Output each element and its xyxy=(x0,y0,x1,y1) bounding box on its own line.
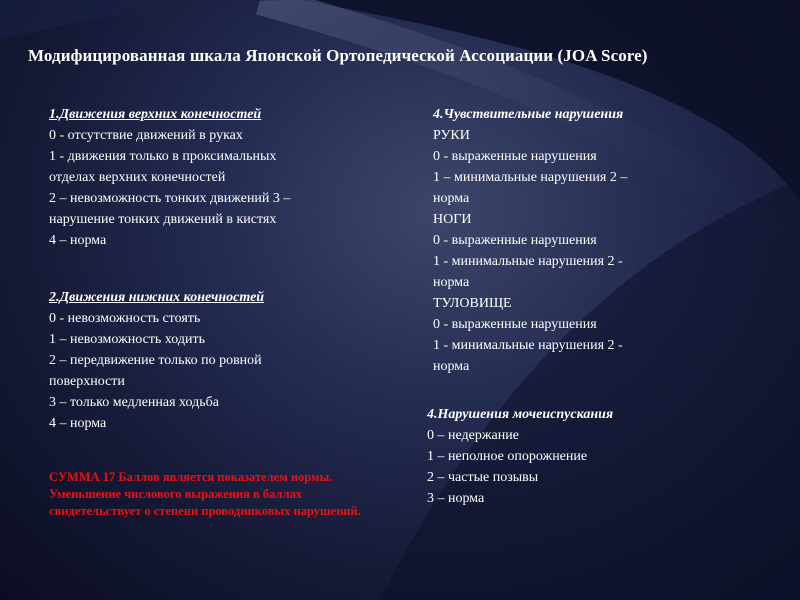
list-item: 0 - выраженные нарушения xyxy=(433,317,597,332)
upper-limbs-section xyxy=(49,104,379,251)
list-item: РУКИ xyxy=(433,128,470,143)
lower-limbs-heading: 2.Движения нижних конечностей xyxy=(49,290,265,305)
urination-heading: 4.Нарушения мочеиспускания xyxy=(427,407,614,422)
sensory-heading: 4.Чувствительные нарушения xyxy=(433,107,624,122)
list-item: 1 - минимальные нарушения 2 - xyxy=(433,338,623,353)
list-item: норма xyxy=(433,359,470,374)
list-item: НОГИ xyxy=(433,212,472,227)
upper-limbs-heading: 1.Движения верхних конечностей xyxy=(49,107,262,122)
list-item: 0 - отсутствие движений в руках xyxy=(49,128,243,143)
list-item: 0 - невозможность стоять xyxy=(49,311,201,326)
list-item: 0 - выраженные нарушения xyxy=(433,233,597,248)
list-item: 0 – недержание xyxy=(427,428,519,443)
list-item: 1 – невозможность ходить xyxy=(49,332,205,347)
summary-line: выражения в баллах свидетельствует о xyxy=(49,487,303,518)
list-item: норма xyxy=(433,191,470,206)
summary-line: нормы. Уменьшение числового xyxy=(49,470,333,501)
list-item: 2 – невозможность тонких движений 3 – xyxy=(49,191,291,206)
slide-title: Модифицированная шкала Японской Ортопедической Ассоциации (JOA Score) xyxy=(28,46,648,65)
list-item: 4 – норма xyxy=(49,233,107,248)
list-item: 1 – неполное опорожнение xyxy=(427,449,588,464)
urination-section xyxy=(427,404,697,509)
list-item: 0 - выраженные нарушения xyxy=(433,149,597,164)
list-item: отделах верхних конечностей xyxy=(49,170,226,185)
summary-line: СУММА 17 Баллов является показателем xyxy=(49,470,288,484)
lower-limbs-section xyxy=(49,287,379,434)
list-item: 2 – частые позывы xyxy=(427,470,539,485)
sensory-section xyxy=(433,104,693,377)
list-item: 2 – передвижение только по ровной xyxy=(49,353,262,368)
list-item: нарушение тонких движений в кистях xyxy=(49,212,277,227)
list-item: 4 – норма xyxy=(49,416,107,431)
list-item: норма xyxy=(433,275,470,290)
list-item: 3 – норма xyxy=(427,491,485,506)
list-item: 1 - минимальные нарушения 2 - xyxy=(433,254,623,269)
list-item: 3 – только медленная ходьба xyxy=(49,395,219,410)
summary-note xyxy=(49,469,379,520)
list-item: поверхности xyxy=(49,374,125,389)
list-item: 1 - движения только в проксимальных xyxy=(49,149,277,164)
list-item: ТУЛОВИЩЕ xyxy=(433,296,512,311)
list-item: 1 – минимальные нарушения 2 – xyxy=(433,170,628,185)
summary-line: степени проводниковых нарушений. xyxy=(153,504,361,518)
